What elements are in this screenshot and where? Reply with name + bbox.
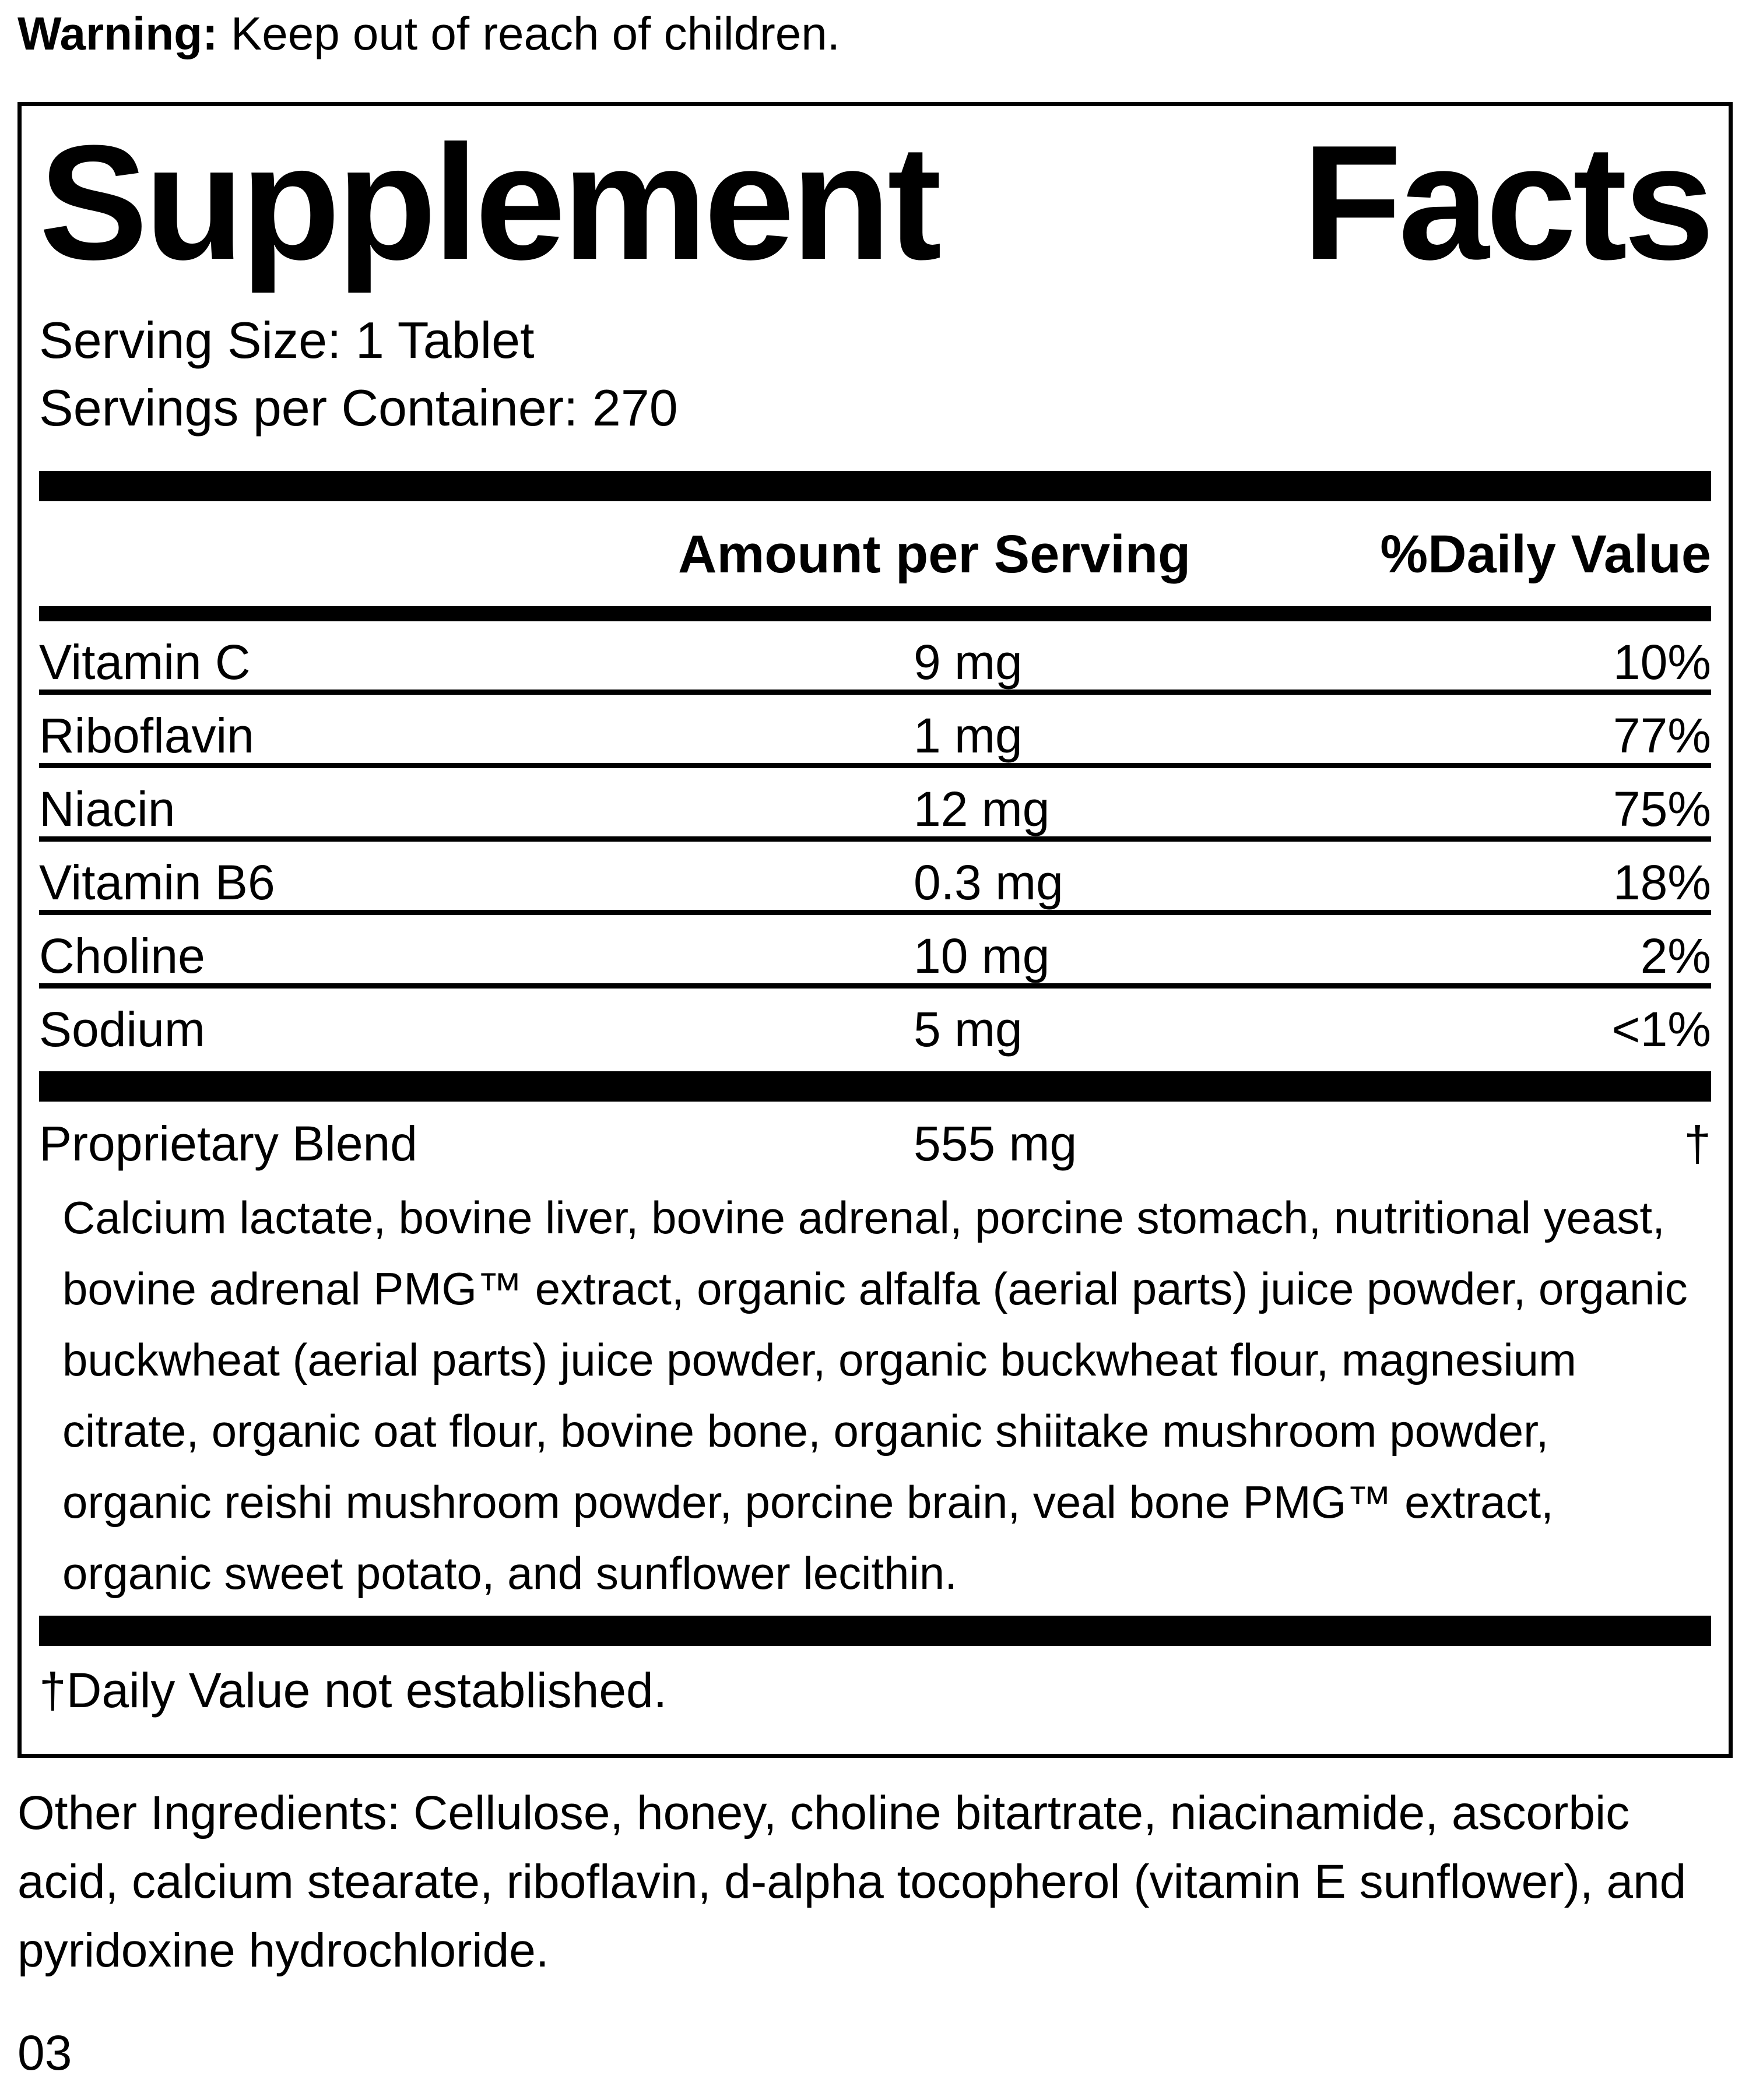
panel-title-word-facts: Facts <box>1302 112 1711 294</box>
nutrient-daily-value: 10% <box>1613 635 1711 690</box>
divider-bar-thick-bottom <box>39 1616 1711 1646</box>
nutrient-name: Choline <box>39 928 205 983</box>
nutrient-name: Vitamin C <box>39 635 251 690</box>
blend-amount: 555 mg <box>914 1116 1077 1171</box>
nutrient-amount: 10 mg <box>914 928 1050 983</box>
nutrient-amount: 1 mg <box>914 708 1023 763</box>
nutrient-name: Sodium <box>39 1002 205 1057</box>
nutrient-daily-value: 77% <box>1613 708 1711 763</box>
nutrient-amount: 9 mg <box>914 635 1023 690</box>
table-row <box>39 842 1711 915</box>
panel-title-word-supplement: Supplement <box>39 112 939 294</box>
warning-label: Warning: <box>17 8 218 59</box>
nutrient-amount: 0.3 mg <box>914 855 1063 910</box>
divider-bar-thick-blend <box>39 1071 1711 1102</box>
other-ingredients: Other Ingredients: Cellulose, honey, choline bitartrate, niacinamide, ascorbic acid, calcium stearate, riboflavin, d-alpha tocopherol (vitamin E sunflower), and pyridoxine hydrochloride. <box>17 1786 1687 1977</box>
serving-info <box>39 307 1711 442</box>
warning-text: Keep out of reach of children. <box>217 8 840 59</box>
daily-value-header: %Daily Value <box>1380 525 1711 584</box>
nutrient-amount: 12 mg <box>914 782 1050 836</box>
nutrient-daily-value: 2% <box>1640 928 1711 983</box>
nutrient-name: Niacin <box>39 782 175 836</box>
nutrient-name: Vitamin B6 <box>39 855 275 910</box>
nutrient-name: Riboflavin <box>39 708 254 763</box>
blend-name: Proprietary Blend <box>39 1116 417 1171</box>
blend-daily-value-dagger: † <box>1684 1116 1711 1171</box>
nutrient-daily-value: 18% <box>1613 855 1711 910</box>
footer-code: 03 <box>17 2025 72 2080</box>
divider-bar-medium-header <box>39 606 1711 621</box>
nutrient-daily-value: 75% <box>1613 782 1711 836</box>
nutrient-amount: 5 mg <box>914 1002 1023 1057</box>
table-row <box>39 768 1711 842</box>
table-row <box>39 695 1711 768</box>
blend-description: Calcium lactate, bovine liver, bovine adrenal, porcine stomach, nutritional yeast, bovine adrenal PMG™ extract, organic alfalfa (aerial parts) juice powder, organic buckwheat (aerial parts) juice powder, organic buckwheat flour, magnesium citrate, organic oat flour, bovine bone, organic shiitake mushroom powder, organic reishi mushroom powder, porcine brain, veal bone PMG™ extract, organic sweet potato, and sunflower lecithin. <box>62 1192 1688 1599</box>
divider-bar-thick-top <box>39 471 1711 501</box>
panel-title <box>39 112 1711 294</box>
table-row <box>39 989 1711 1062</box>
servings-per-container: Servings per Container: 270 <box>39 379 678 437</box>
column-header-row <box>39 501 1711 606</box>
table-row <box>39 915 1711 989</box>
amount-per-serving-header: Amount per Serving <box>678 525 1191 584</box>
serving-size: Serving Size: 1 Tablet <box>39 311 535 369</box>
supplement-facts-panel <box>17 102 1733 1758</box>
proprietary-blend-row <box>39 1102 1711 1182</box>
warning-line <box>17 6 1732 62</box>
daily-value-footnote: †Daily Value not established. <box>39 1663 668 1718</box>
table-row <box>39 621 1711 695</box>
nutrient-daily-value: <1% <box>1611 1002 1711 1057</box>
